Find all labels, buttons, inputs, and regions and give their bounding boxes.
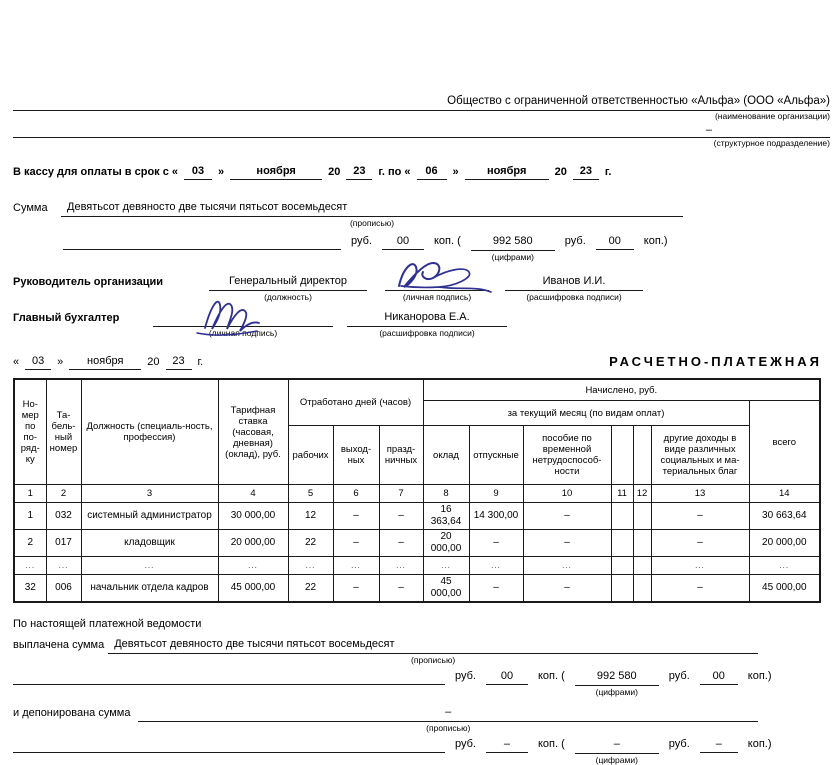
deposited-digits-row bbox=[13, 737, 830, 765]
table-cell: ... bbox=[218, 557, 288, 575]
blank-line bbox=[13, 669, 445, 685]
table-cell: кладовщик bbox=[81, 530, 218, 557]
blank-line bbox=[13, 737, 445, 753]
deposited-words-field bbox=[138, 705, 758, 733]
table-cell: ... bbox=[423, 557, 469, 575]
signature-caption: (личная подпись) bbox=[208, 328, 278, 338]
rub-label: руб. bbox=[668, 670, 690, 682]
table-cell: ... bbox=[14, 557, 46, 575]
table-cell bbox=[611, 503, 633, 530]
deposited-digits-field bbox=[575, 737, 659, 765]
quote-close: » bbox=[218, 166, 225, 178]
table-cell: 30 663,64 bbox=[749, 503, 820, 530]
header-col11 bbox=[611, 426, 633, 485]
deposited-words-row bbox=[13, 705, 830, 733]
kop-field: 00 bbox=[596, 234, 634, 250]
sum-words-value: Девятьсот девяносто две тысячи пятьсот восемьдесят bbox=[61, 200, 683, 217]
header-accrued: Начислено, руб. bbox=[423, 379, 820, 401]
doc-date-day: 03 bbox=[25, 354, 51, 370]
column-number: 14 bbox=[749, 485, 820, 503]
cash-period-middle: г. по « bbox=[378, 166, 411, 178]
table-cell: 45 000,00 bbox=[749, 575, 820, 603]
table-row bbox=[14, 557, 820, 575]
kop-close-label: коп.) bbox=[643, 235, 668, 247]
deposited-label: и депонирована сумма bbox=[13, 707, 131, 719]
table-cell: – bbox=[333, 503, 379, 530]
accountant-signature bbox=[153, 310, 333, 327]
table-cell: – bbox=[379, 503, 423, 530]
table-cell: 006 bbox=[46, 575, 81, 603]
header-worked-holiday: празд-ничных bbox=[379, 426, 423, 485]
digits-caption: (цифрами) bbox=[491, 252, 534, 262]
header-sick: пособие по временной нетрудоспособ-ности bbox=[523, 426, 611, 485]
quote-close: » bbox=[452, 166, 459, 178]
column-number: 6 bbox=[333, 485, 379, 503]
kop-close-label: коп.) bbox=[747, 738, 772, 750]
deposited-kop-field: – bbox=[700, 737, 738, 753]
table-cell: 12 bbox=[288, 503, 333, 530]
page-title: РАСЧЕТНО-ПЛАТЕЖНАЯ bbox=[609, 354, 822, 369]
sum-words-field bbox=[61, 200, 683, 228]
date-title-row bbox=[13, 354, 830, 370]
kop-open-label: коп. ( bbox=[433, 235, 461, 247]
table-cell: начальник отдела кадров bbox=[81, 575, 218, 603]
paid-words-row bbox=[13, 637, 830, 665]
column-numbers-row bbox=[14, 485, 820, 503]
paid-digits-value: 992 580 bbox=[575, 669, 659, 686]
head-name-value: Иванов И.И. bbox=[505, 274, 643, 291]
header-total: всего bbox=[749, 401, 820, 485]
rub-label: руб. bbox=[564, 235, 586, 247]
header-row-num: Но-мер по по-ряд-ку bbox=[14, 379, 46, 485]
table-cell: 017 bbox=[46, 530, 81, 557]
words-caption: (прописью) bbox=[349, 218, 395, 228]
doc-date-year: 23 bbox=[166, 354, 192, 370]
column-number: 2 bbox=[46, 485, 81, 503]
column-number: 9 bbox=[469, 485, 523, 503]
accountant-name-field bbox=[347, 310, 507, 338]
quote-open: « bbox=[13, 356, 20, 368]
header-other-income: другие доходы в виде различных социальных и ма-териальных благ bbox=[651, 426, 749, 485]
paid-label: выплачена сумма bbox=[13, 639, 105, 651]
head-name-field bbox=[505, 274, 643, 302]
accountant-signature-field bbox=[153, 310, 333, 338]
table-cell: 20 000,00 bbox=[218, 530, 288, 557]
column-number: 10 bbox=[523, 485, 611, 503]
rub-label: руб. bbox=[455, 670, 476, 682]
org-name-caption: (наименование организации) bbox=[714, 111, 830, 121]
table-cell: – bbox=[651, 503, 749, 530]
column-number: 11 bbox=[611, 485, 633, 503]
cash-period-lead: В кассу для оплаты в срок с « bbox=[13, 166, 179, 178]
column-number: 7 bbox=[379, 485, 423, 503]
table-cell: – bbox=[333, 575, 379, 603]
table-cell: 45 000,00 bbox=[218, 575, 288, 603]
position-caption: (должность) bbox=[264, 292, 312, 302]
table-cell: 45 000,00 bbox=[423, 575, 469, 603]
header-worked-weekend: выход-ных bbox=[333, 426, 379, 485]
column-number: 13 bbox=[651, 485, 749, 503]
doc-date bbox=[13, 354, 209, 370]
deposited-rub-kop-field: – bbox=[486, 737, 528, 753]
table-cell bbox=[611, 530, 633, 557]
sum-words-row bbox=[13, 200, 830, 228]
column-number: 8 bbox=[423, 485, 469, 503]
name-caption: (расшифровка подписи) bbox=[379, 328, 475, 338]
table-cell: – bbox=[379, 530, 423, 557]
division-caption: (структурное подразделение) bbox=[713, 138, 830, 148]
year-to-field: 23 bbox=[573, 164, 599, 180]
words-caption: (прописью) bbox=[426, 723, 471, 733]
table-cell: 16 363,64 bbox=[423, 503, 469, 530]
sum-label: Сумма bbox=[13, 202, 48, 214]
words-caption: (прописью) bbox=[411, 655, 456, 665]
paid-words-value: Девятьсот девяносто две тысячи пятьсот восемьдесят bbox=[108, 637, 758, 654]
table-cell: ... bbox=[81, 557, 218, 575]
doc-date-month: ноября bbox=[69, 354, 141, 370]
table-cell: 22 bbox=[288, 530, 333, 557]
table-cell bbox=[633, 557, 651, 575]
digits-caption: (цифрами) bbox=[595, 755, 638, 765]
paid-digits-row bbox=[13, 669, 830, 697]
table-cell: – bbox=[469, 530, 523, 557]
rub-label: руб. bbox=[455, 738, 476, 750]
column-number: 4 bbox=[218, 485, 288, 503]
cash-period-tail: г. bbox=[604, 166, 612, 178]
deposited-digits-value: – bbox=[575, 737, 659, 754]
accountant-name-value: Никанорова Е.А. bbox=[347, 310, 507, 327]
table-cell: ... bbox=[379, 557, 423, 575]
column-number: 1 bbox=[14, 485, 46, 503]
payroll-table bbox=[13, 378, 821, 603]
table-cell: ... bbox=[651, 557, 749, 575]
kop-open-label: коп. ( bbox=[537, 670, 565, 682]
head-signature-row bbox=[13, 274, 830, 302]
table-cell: 20 000,00 bbox=[423, 530, 469, 557]
header-worked-work: рабочих bbox=[288, 426, 333, 485]
table-cell: ... bbox=[46, 557, 81, 575]
division-value: – bbox=[13, 124, 830, 138]
deposited-words-value: – bbox=[138, 705, 758, 722]
cash-period-line bbox=[13, 164, 830, 180]
head-signature-icon bbox=[389, 256, 499, 300]
table-cell: 1 bbox=[14, 503, 46, 530]
accountant-signature-icon bbox=[193, 294, 283, 336]
head-signature-field bbox=[385, 274, 489, 302]
year-prefix: 20 bbox=[554, 166, 567, 178]
table-row bbox=[14, 530, 820, 557]
rub-kop-field: 00 bbox=[382, 234, 424, 250]
table-cell: 30 000,00 bbox=[218, 503, 288, 530]
table-cell: ... bbox=[288, 557, 333, 575]
head-signature bbox=[385, 274, 489, 291]
year-prefix: 20 bbox=[147, 356, 160, 368]
table-cell: системный администратор bbox=[81, 503, 218, 530]
kop-close-label: коп.) bbox=[747, 670, 772, 682]
table-cell: 22 bbox=[288, 575, 333, 603]
header-personnel-num: Та-бель-ный номер bbox=[46, 379, 81, 485]
quote-close: » bbox=[57, 356, 64, 368]
table-cell: ... bbox=[469, 557, 523, 575]
table-cell: – bbox=[523, 530, 611, 557]
table-cell bbox=[611, 557, 633, 575]
table-cell: – bbox=[651, 575, 749, 603]
column-number: 5 bbox=[288, 485, 333, 503]
name-caption: (расшифровка подписи) bbox=[526, 292, 622, 302]
paid-kop-field: 00 bbox=[700, 669, 738, 685]
paid-digits-field bbox=[575, 669, 659, 697]
payout-intro: По настоящей платежной ведомости bbox=[13, 618, 202, 630]
table-cell: ... bbox=[523, 557, 611, 575]
table-cell: – bbox=[333, 530, 379, 557]
table-cell: 20 000,00 bbox=[749, 530, 820, 557]
table-cell: – bbox=[523, 503, 611, 530]
table-cell bbox=[633, 530, 651, 557]
head-label: Руководитель организации bbox=[13, 276, 164, 288]
table-body bbox=[14, 503, 820, 603]
doc-date-tail: г. bbox=[197, 356, 204, 368]
paid-words-field bbox=[108, 637, 758, 665]
table-cell bbox=[611, 575, 633, 603]
header-worked: Отработано дней (часов) bbox=[288, 379, 423, 426]
table-cell: – bbox=[651, 530, 749, 557]
kop-open-label: коп. ( bbox=[537, 738, 565, 750]
table-cell: 032 bbox=[46, 503, 81, 530]
table-cell: ... bbox=[333, 557, 379, 575]
org-name: Общество с ограниченной ответственностью «Альфа» (ООО «Альфа») bbox=[13, 88, 830, 111]
column-number: 12 bbox=[633, 485, 651, 503]
table-cell: 2 bbox=[14, 530, 46, 557]
header-vacation: отпускные bbox=[469, 426, 523, 485]
table-cell: – bbox=[379, 575, 423, 603]
header-salary: оклад bbox=[423, 426, 469, 485]
month-from-field: ноября bbox=[230, 164, 322, 180]
day-to-field: 06 bbox=[417, 164, 447, 180]
accountant-label: Главный бухгалтер bbox=[13, 312, 120, 324]
signature-caption: (личная подпись) bbox=[402, 292, 472, 302]
month-to-field: ноября bbox=[465, 164, 549, 180]
table-cell: ... bbox=[749, 557, 820, 575]
table-cell: 14 300,00 bbox=[469, 503, 523, 530]
blank-line bbox=[63, 234, 341, 250]
digits-caption: (цифрами) bbox=[595, 687, 638, 697]
header-col12 bbox=[633, 426, 651, 485]
rub-label: руб. bbox=[351, 235, 372, 247]
table-row bbox=[14, 575, 820, 603]
header-current-month: за текущий месяц (по видам оплат) bbox=[423, 401, 749, 426]
header-position: Должность (специаль-ность, профессия) bbox=[81, 379, 218, 485]
table-cell bbox=[633, 503, 651, 530]
column-number: 3 bbox=[81, 485, 218, 503]
day-from-field: 03 bbox=[184, 164, 212, 180]
paid-rub-kop-field: 00 bbox=[486, 669, 528, 685]
table-cell: – bbox=[523, 575, 611, 603]
table-row bbox=[14, 503, 820, 530]
table-cell: – bbox=[469, 575, 523, 603]
head-position-value: Генеральный директор bbox=[209, 274, 367, 291]
year-prefix: 20 bbox=[328, 166, 341, 178]
header-rate: Тарифная ставка (часовая, дневная) (оклад), руб. bbox=[218, 379, 288, 485]
table-cell: 32 bbox=[14, 575, 46, 603]
accountant-signature-row bbox=[13, 310, 830, 338]
rub-label: руб. bbox=[668, 738, 690, 750]
table-cell bbox=[633, 575, 651, 603]
year-from-field: 23 bbox=[346, 164, 372, 180]
sum-digits-value: 992 580 bbox=[471, 234, 555, 251]
